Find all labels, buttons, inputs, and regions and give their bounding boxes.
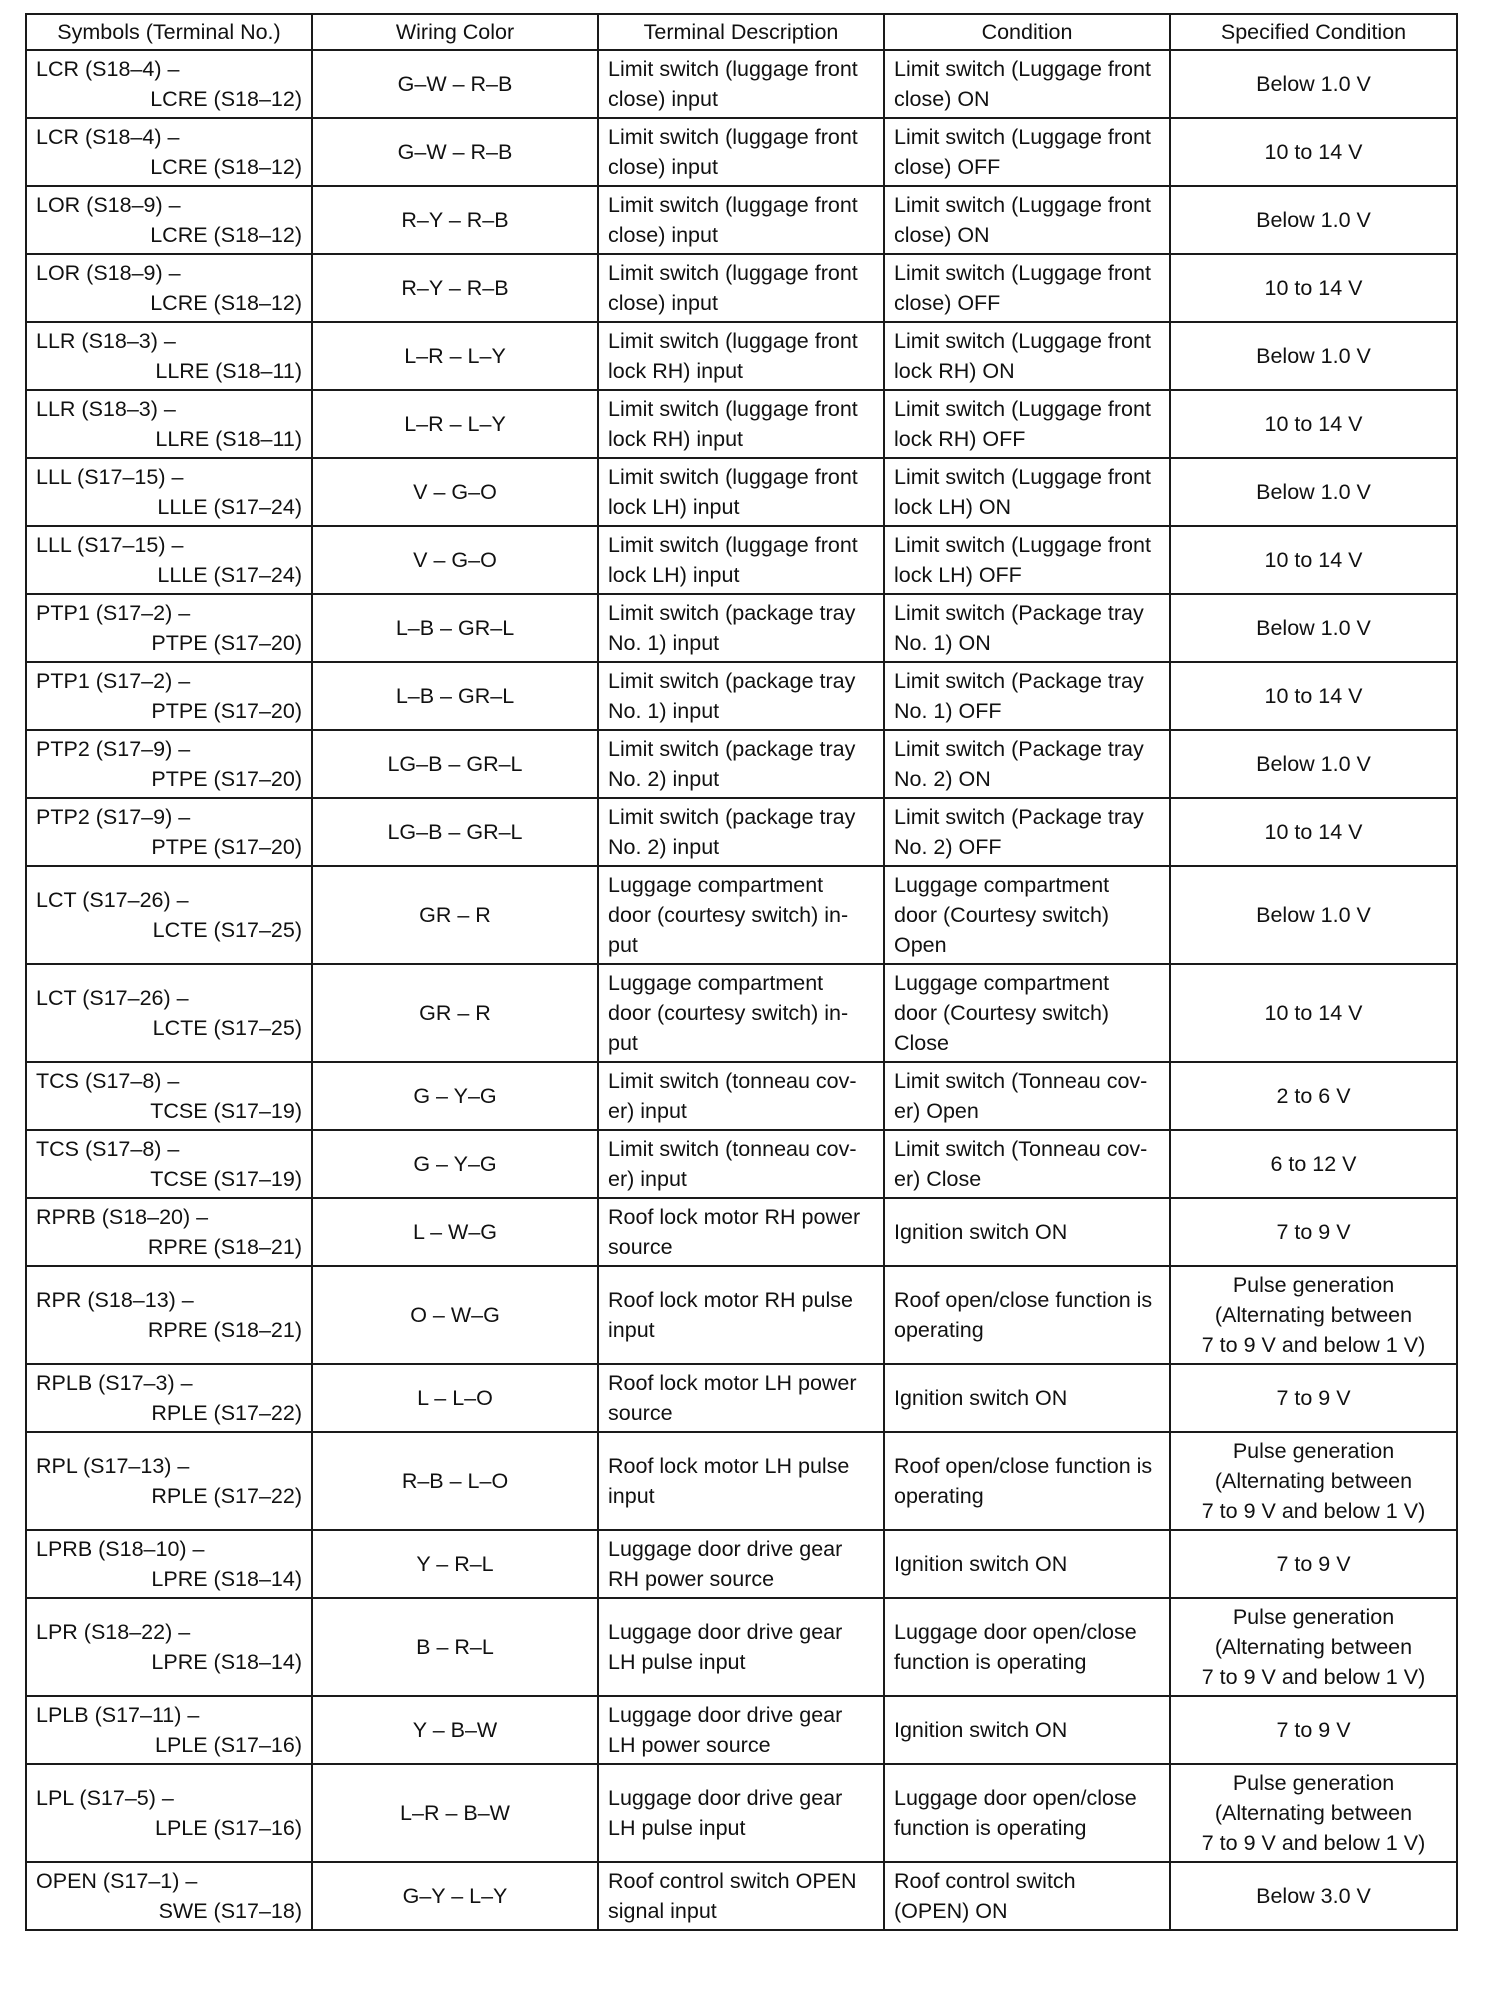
terminal-symbol: LCR (S18–4) – <box>36 125 180 149</box>
cell-symbols <box>26 594 312 662</box>
cell-symbols <box>26 1764 312 1862</box>
cell-specified-condition: Below 1.0 V <box>1170 186 1457 254</box>
cell-terminal-description: Luggage door drive gear LH power source <box>598 1696 884 1764</box>
cell-condition: Limit switch (Luggage front lock RH) ON <box>884 322 1170 390</box>
cell-wiring-color: Y – R–L <box>312 1530 598 1598</box>
table-row <box>26 390 1457 458</box>
table-row <box>26 730 1457 798</box>
cell-specified-condition: 7 to 9 V <box>1170 1198 1457 1266</box>
cell-terminal-description: Limit switch (luggage front lock LH) input <box>598 526 884 594</box>
terminal-symbol: PTP2 (S17–9) – <box>36 737 191 761</box>
terminal-ground-symbol: LCRE (S18–12) <box>150 291 302 315</box>
terminal-ground-symbol: LCRE (S18–12) <box>150 223 302 247</box>
cell-symbols <box>26 1432 312 1530</box>
cell-terminal-description: Roof lock motor LH power source <box>598 1364 884 1432</box>
terminal-symbol: LCT (S17–26) – <box>36 986 189 1010</box>
cell-symbols <box>26 1130 312 1198</box>
terminal-symbol: PTP1 (S17–2) – <box>36 669 191 693</box>
terminal-ground-symbol: LCRE (S18–12) <box>150 155 302 179</box>
terminal-ground-symbol: PTPE (S17–20) <box>151 699 302 723</box>
cell-symbols <box>26 1062 312 1130</box>
terminal-symbol: LPRB (S18–10) – <box>36 1537 205 1561</box>
terminal-ground-symbol: TCSE (S17–19) <box>150 1099 302 1123</box>
cell-terminal-description: Limit switch (package tray No. 2) input <box>598 798 884 866</box>
terminal-ground-symbol: PTPE (S17–20) <box>151 631 302 655</box>
cell-wiring-color: LG–B – GR–L <box>312 730 598 798</box>
cell-specified-condition: Below 1.0 V <box>1170 50 1457 118</box>
terminal-ground-symbol: RPRE (S18–21) <box>147 1235 302 1259</box>
cell-symbols <box>26 1598 312 1696</box>
cell-specified-condition: 2 to 6 V <box>1170 1062 1457 1130</box>
table-row <box>26 1764 1457 1862</box>
terminal-ground-symbol: LLRE (S18–11) <box>155 427 302 451</box>
terminal-ground-symbol: RPRE (S18–21) <box>147 1318 302 1342</box>
terminal-symbol: RPRB (S18–20) – <box>36 1205 209 1229</box>
cell-wiring-color: L–R – L–Y <box>312 322 598 390</box>
cell-symbols <box>26 1364 312 1432</box>
cell-terminal-description: Luggage compartment door (courtesy switch) in- put <box>598 866 884 964</box>
terminal-symbol: LLR (S18–3) – <box>36 329 176 353</box>
terminal-symbol: LCT (S17–26) – <box>36 888 189 912</box>
cell-wiring-color: L–B – GR–L <box>312 594 598 662</box>
cell-specified-condition: Pulse generation (Alternating between 7 to 9 V and below 1 V) <box>1170 1764 1457 1862</box>
table-row <box>26 964 1457 1062</box>
cell-wiring-color: G – Y–G <box>312 1130 598 1198</box>
cell-wiring-color: G–W – R–B <box>312 118 598 186</box>
terminal-ground-symbol: PTPE (S17–20) <box>151 835 302 859</box>
cell-wiring-color: GR – R <box>312 964 598 1062</box>
cell-wiring-color: L – L–O <box>312 1364 598 1432</box>
cell-condition: Roof control switch (OPEN) ON <box>884 1862 1170 1930</box>
cell-condition: Limit switch (Luggage front close) ON <box>884 186 1170 254</box>
table-row <box>26 1862 1457 1930</box>
terminal-symbol: PTP1 (S17–2) – <box>36 601 191 625</box>
header-terminal-description: Terminal Description <box>598 14 884 50</box>
cell-condition: Ignition switch ON <box>884 1364 1170 1432</box>
cell-specified-condition: Below 1.0 V <box>1170 866 1457 964</box>
cell-terminal-description: Limit switch (luggage front close) input <box>598 254 884 322</box>
cell-wiring-color: GR – R <box>312 866 598 964</box>
cell-specified-condition: 7 to 9 V <box>1170 1696 1457 1764</box>
table-row <box>26 1696 1457 1764</box>
terminal-symbol: LPR (S18–22) – <box>36 1620 191 1644</box>
cell-wiring-color: L – W–G <box>312 1198 598 1266</box>
cell-specified-condition: 10 to 14 V <box>1170 390 1457 458</box>
cell-condition: Ignition switch ON <box>884 1530 1170 1598</box>
table-row <box>26 866 1457 964</box>
terminal-symbol: PTP2 (S17–9) – <box>36 805 191 829</box>
table-row <box>26 1266 1457 1364</box>
header-specified-condition: Specified Condition <box>1170 14 1457 50</box>
cell-specified-condition: 10 to 14 V <box>1170 118 1457 186</box>
cell-condition: Ignition switch ON <box>884 1696 1170 1764</box>
cell-condition: Limit switch (Tonneau cov- er) Open <box>884 1062 1170 1130</box>
cell-wiring-color: L–B – GR–L <box>312 662 598 730</box>
cell-condition: Limit switch (Package tray No. 1) OFF <box>884 662 1170 730</box>
terminal-symbol: LLR (S18–3) – <box>36 397 176 421</box>
cell-specified-condition: Pulse generation (Alternating between 7 to 9 V and below 1 V) <box>1170 1266 1457 1364</box>
cell-condition: Limit switch (Luggage front lock LH) OFF <box>884 526 1170 594</box>
terminal-ground-symbol: LLLE (S17–24) <box>157 495 302 519</box>
cell-symbols <box>26 390 312 458</box>
terminal-ground-symbol: LLRE (S18–11) <box>155 359 302 383</box>
cell-wiring-color: G–Y – L–Y <box>312 1862 598 1930</box>
cell-symbols <box>26 254 312 322</box>
table-row <box>26 1530 1457 1598</box>
table-row <box>26 254 1457 322</box>
cell-wiring-color: L–R – L–Y <box>312 390 598 458</box>
cell-specified-condition: 10 to 14 V <box>1170 526 1457 594</box>
cell-terminal-description: Roof lock motor RH pulse input <box>598 1266 884 1364</box>
cell-specified-condition: 7 to 9 V <box>1170 1530 1457 1598</box>
cell-symbols <box>26 1266 312 1364</box>
terminal-symbol: RPLB (S17–3) – <box>36 1371 193 1395</box>
cell-terminal-description: Roof lock motor LH pulse input <box>598 1432 884 1530</box>
cell-terminal-description: Limit switch (package tray No. 2) input <box>598 730 884 798</box>
cell-specified-condition: Pulse generation (Alternating between 7 to 9 V and below 1 V) <box>1170 1598 1457 1696</box>
table-row <box>26 118 1457 186</box>
cell-specified-condition: Pulse generation (Alternating between 7 to 9 V and below 1 V) <box>1170 1432 1457 1530</box>
table-body <box>26 50 1457 1930</box>
cell-symbols <box>26 1696 312 1764</box>
cell-symbols <box>26 118 312 186</box>
cell-terminal-description: Limit switch (luggage front close) input <box>598 186 884 254</box>
header-symbols: Symbols (Terminal No.) <box>26 14 312 50</box>
terminal-ground-symbol: LCTE (S17–25) <box>152 1016 302 1040</box>
table-row <box>26 1130 1457 1198</box>
cell-wiring-color: L–R – B–W <box>312 1764 598 1862</box>
cell-condition: Roof open/close function is operating <box>884 1266 1170 1364</box>
cell-wiring-color: V – G–O <box>312 458 598 526</box>
terminal-ground-symbol: RPLE (S17–22) <box>151 1484 302 1508</box>
cell-terminal-description: Luggage door drive gear RH power source <box>598 1530 884 1598</box>
cell-symbols <box>26 662 312 730</box>
table-row <box>26 1198 1457 1266</box>
cell-terminal-description: Limit switch (package tray No. 1) input <box>598 594 884 662</box>
cell-condition: Limit switch (Package tray No. 2) ON <box>884 730 1170 798</box>
terminal-ground-symbol: LPRE (S18–14) <box>151 1650 302 1674</box>
cell-wiring-color: LG–B – GR–L <box>312 798 598 866</box>
cell-terminal-description: Limit switch (tonneau cov- er) input <box>598 1062 884 1130</box>
cell-specified-condition: 10 to 14 V <box>1170 964 1457 1062</box>
cell-condition: Limit switch (Luggage front close) OFF <box>884 254 1170 322</box>
cell-wiring-color: G – Y–G <box>312 1062 598 1130</box>
cell-condition: Luggage compartment door (Courtesy switch) Open <box>884 866 1170 964</box>
table-row <box>26 50 1457 118</box>
cell-wiring-color: O – W–G <box>312 1266 598 1364</box>
terminal-table <box>25 13 1458 1931</box>
table-row <box>26 322 1457 390</box>
cell-wiring-color: Y – B–W <box>312 1696 598 1764</box>
cell-terminal-description: Luggage compartment door (courtesy switch) in- put <box>598 964 884 1062</box>
table-row <box>26 1364 1457 1432</box>
cell-wiring-color: R–B – L–O <box>312 1432 598 1530</box>
table-row <box>26 594 1457 662</box>
cell-specified-condition: 6 to 12 V <box>1170 1130 1457 1198</box>
cell-symbols <box>26 322 312 390</box>
cell-specified-condition: 7 to 9 V <box>1170 1364 1457 1432</box>
cell-specified-condition: Below 3.0 V <box>1170 1862 1457 1930</box>
terminal-symbol: LLL (S17–15) – <box>36 533 184 557</box>
cell-symbols <box>26 1198 312 1266</box>
cell-specified-condition: Below 1.0 V <box>1170 730 1457 798</box>
cell-symbols <box>26 730 312 798</box>
cell-specified-condition: Below 1.0 V <box>1170 458 1457 526</box>
cell-symbols <box>26 186 312 254</box>
cell-symbols <box>26 526 312 594</box>
cell-terminal-description: Roof control switch OPEN signal input <box>598 1862 884 1930</box>
table-row <box>26 526 1457 594</box>
terminal-symbol: LLL (S17–15) – <box>36 465 184 489</box>
cell-terminal-description: Luggage door drive gear LH pulse input <box>598 1764 884 1862</box>
cell-wiring-color: R–Y – R–B <box>312 254 598 322</box>
terminal-ground-symbol: PTPE (S17–20) <box>151 767 302 791</box>
table-row <box>26 1598 1457 1696</box>
cell-condition: Limit switch (Luggage front close) ON <box>884 50 1170 118</box>
table-row <box>26 458 1457 526</box>
terminal-symbol: LCR (S18–4) – <box>36 57 180 81</box>
cell-terminal-description: Luggage door drive gear LH pulse input <box>598 1598 884 1696</box>
cell-terminal-description: Limit switch (luggage front lock RH) input <box>598 390 884 458</box>
cell-specified-condition: Below 1.0 V <box>1170 594 1457 662</box>
cell-symbols <box>26 866 312 964</box>
table-row <box>26 1432 1457 1530</box>
cell-terminal-description: Roof lock motor RH power source <box>598 1198 884 1266</box>
cell-condition: Limit switch (Tonneau cov- er) Close <box>884 1130 1170 1198</box>
cell-specified-condition: 10 to 14 V <box>1170 254 1457 322</box>
terminal-symbol: LOR (S18–9) – <box>36 193 181 217</box>
cell-symbols <box>26 1862 312 1930</box>
cell-specified-condition: 10 to 14 V <box>1170 798 1457 866</box>
cell-condition: Limit switch (Luggage front close) OFF <box>884 118 1170 186</box>
cell-symbols <box>26 50 312 118</box>
cell-wiring-color: G–W – R–B <box>312 50 598 118</box>
cell-condition: Roof open/close function is operating <box>884 1432 1170 1530</box>
table-row <box>26 1062 1457 1130</box>
cell-wiring-color: B – R–L <box>312 1598 598 1696</box>
terminal-ground-symbol: TCSE (S17–19) <box>150 1167 302 1191</box>
terminal-ground-symbol: LPLE (S17–16) <box>154 1816 302 1840</box>
cell-condition: Limit switch (Package tray No. 1) ON <box>884 594 1170 662</box>
cell-wiring-color: V – G–O <box>312 526 598 594</box>
cell-symbols <box>26 458 312 526</box>
terminal-symbol: TCS (S17–8) – <box>36 1137 180 1161</box>
table-row <box>26 798 1457 866</box>
cell-condition: Luggage compartment door (Courtesy switch) Close <box>884 964 1170 1062</box>
terminal-ground-symbol: LLLE (S17–24) <box>157 563 302 587</box>
terminal-ground-symbol: LPLE (S17–16) <box>154 1733 302 1757</box>
table-row <box>26 186 1457 254</box>
terminal-ground-symbol: LCTE (S17–25) <box>152 918 302 942</box>
cell-condition: Luggage door open/close function is operating <box>884 1764 1170 1862</box>
cell-symbols <box>26 1530 312 1598</box>
cell-terminal-description: Limit switch (luggage front lock RH) input <box>598 322 884 390</box>
cell-symbols <box>26 964 312 1062</box>
header-row <box>26 14 1457 50</box>
terminal-symbol: TCS (S17–8) – <box>36 1069 180 1093</box>
terminal-ground-symbol: RPLE (S17–22) <box>151 1401 302 1425</box>
cell-terminal-description: Limit switch (package tray No. 1) input <box>598 662 884 730</box>
header-wiring-color: Wiring Color <box>312 14 598 50</box>
cell-specified-condition: 10 to 14 V <box>1170 662 1457 730</box>
cell-condition: Limit switch (Luggage front lock RH) OFF <box>884 390 1170 458</box>
terminal-symbol: OPEN (S17–1) – <box>36 1869 198 1893</box>
cell-condition: Limit switch (Package tray No. 2) OFF <box>884 798 1170 866</box>
cell-terminal-description: Limit switch (luggage front lock LH) input <box>598 458 884 526</box>
cell-terminal-description: Limit switch (luggage front close) input <box>598 118 884 186</box>
terminal-symbol: LPL (S17–5) – <box>36 1786 174 1810</box>
cell-terminal-description: Limit switch (luggage front close) input <box>598 50 884 118</box>
terminal-symbol: LPLB (S17–11) – <box>36 1703 200 1727</box>
terminal-ground-symbol: LPRE (S18–14) <box>151 1567 302 1591</box>
cell-specified-condition: Below 1.0 V <box>1170 322 1457 390</box>
terminal-symbol: LOR (S18–9) – <box>36 261 181 285</box>
cell-wiring-color: R–Y – R–B <box>312 186 598 254</box>
table-row <box>26 662 1457 730</box>
cell-condition: Ignition switch ON <box>884 1198 1170 1266</box>
terminal-symbol: RPR (S18–13) – <box>36 1288 194 1312</box>
cell-condition: Limit switch (Luggage front lock LH) ON <box>884 458 1170 526</box>
cell-terminal-description: Limit switch (tonneau cov- er) input <box>598 1130 884 1198</box>
header-condition: Condition <box>884 14 1170 50</box>
terminal-ground-symbol: SWE (S17–18) <box>158 1899 302 1923</box>
cell-condition: Luggage door open/close function is operating <box>884 1598 1170 1696</box>
terminal-ground-symbol: LCRE (S18–12) <box>150 87 302 111</box>
terminal-symbol: RPL (S17–13) – <box>36 1454 190 1478</box>
cell-symbols <box>26 798 312 866</box>
